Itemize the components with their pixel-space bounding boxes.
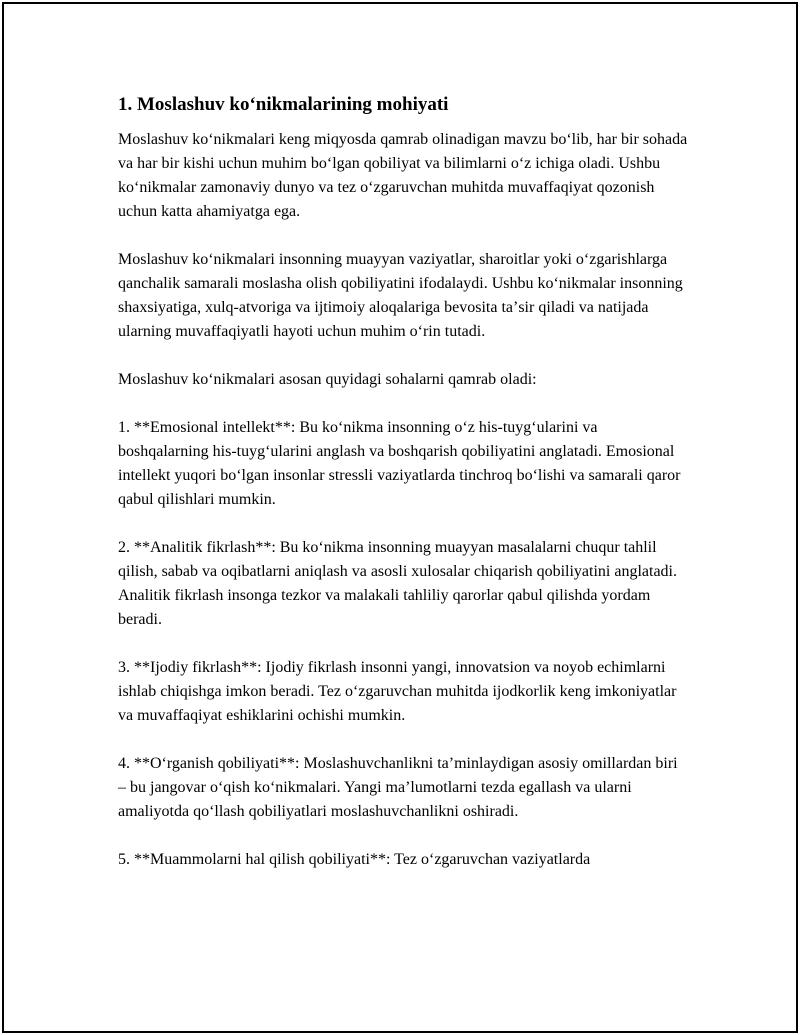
paragraph-intro: Moslashuv koʻnikmalari keng miqyosda qamrab olinadigan mavzu boʻlib, har bir sohada va har bir kishi uchun muhim boʻlgan qobiliyat va bilimlarni oʻz ichiga oladi. Ushbu koʻnikmalar zamonaviy dunyo va tez oʻzgaruvchan muhitda muvaffaqiyat qozonish uchun katta ahamiyatga ega. <box>118 131 688 220</box>
list-item-emotional-intelligence: 1. **Emosional intellekt**: Bu koʻnikma insonning oʻz his-tuygʻularini va boshqalarning his-tuygʻularini anglash va boshqarish qobiliyatini anglatadi. Emosional intellekt yuqori boʻlgan insonlar stressli vaziyatlarda tinchroq boʻlishi va samarali qaror qabul qilishlari mumkin. <box>118 419 681 508</box>
list-item-creative-thinking: 3. **Ijodiy fikrlash**: Ijodiy fikrlash insonni yangi, innovatsion va noyob echimlarni ishlab chiqishga imkon beradi. Tez oʻzgaruvchan muhitda ijodkorlik keng imkoniyatlar va muvaffaqiyat eshiklarini ochishi mumkin. <box>118 659 677 724</box>
list-item-learning-ability: 4. **Oʻrganish qobiliyati**: Moslashuvchanlikni taʼminlaydigan asosiy omillardan biri – bu jangovar oʻqish koʻnikmalari. Yangi maʼlumotlarni tezda egallash va ularni amaliyotda qoʻllash qobiliyatlari moslashuvchanlikni oshiradi. <box>118 755 678 820</box>
list-item-problem-solving: 5. **Muammolarni hal qilish qobiliyati**: Tez oʻzgaruvchan vaziyatlarda <box>118 851 591 868</box>
section-heading: 1. Moslashuv koʻnikmalarining mohiyati <box>118 94 449 115</box>
list-item-analytic-thinking: 2. **Analitik fikrlash**: Bu koʻnikma insonning muayyan masalalarni chuqur tahlil qilish, sabab va oqibatlarni aniqlash va asosli xulosalar chiqarish qobiliyatini anglatadi. Analitik fikrlash insonga tezkor va malakali tahliliy qarorlar qabul qilishda yordam beradi. <box>118 539 677 628</box>
document-body <box>118 92 688 896</box>
paragraph-definition: Moslashuv koʻnikmalari insonning muayyan vaziyatlar, sharoitlar yoki oʻzgarishlarga qanchalik samarali moslasha olish qobiliyatini ifodalaydi. Ushbu koʻnikmalar insonning shaxsiyatiga, xulq-atvoriga va ijtimoiy aloqalariga bevosita taʼsir qiladi va natijada ularning muvaffaqiyatli hayoti uchun muhim oʻrin tutadi. <box>118 251 683 340</box>
paragraph-list-intro: Moslashuv koʻnikmalari asosan quyidagi sohalarni qamrab oladi: <box>118 371 537 388</box>
